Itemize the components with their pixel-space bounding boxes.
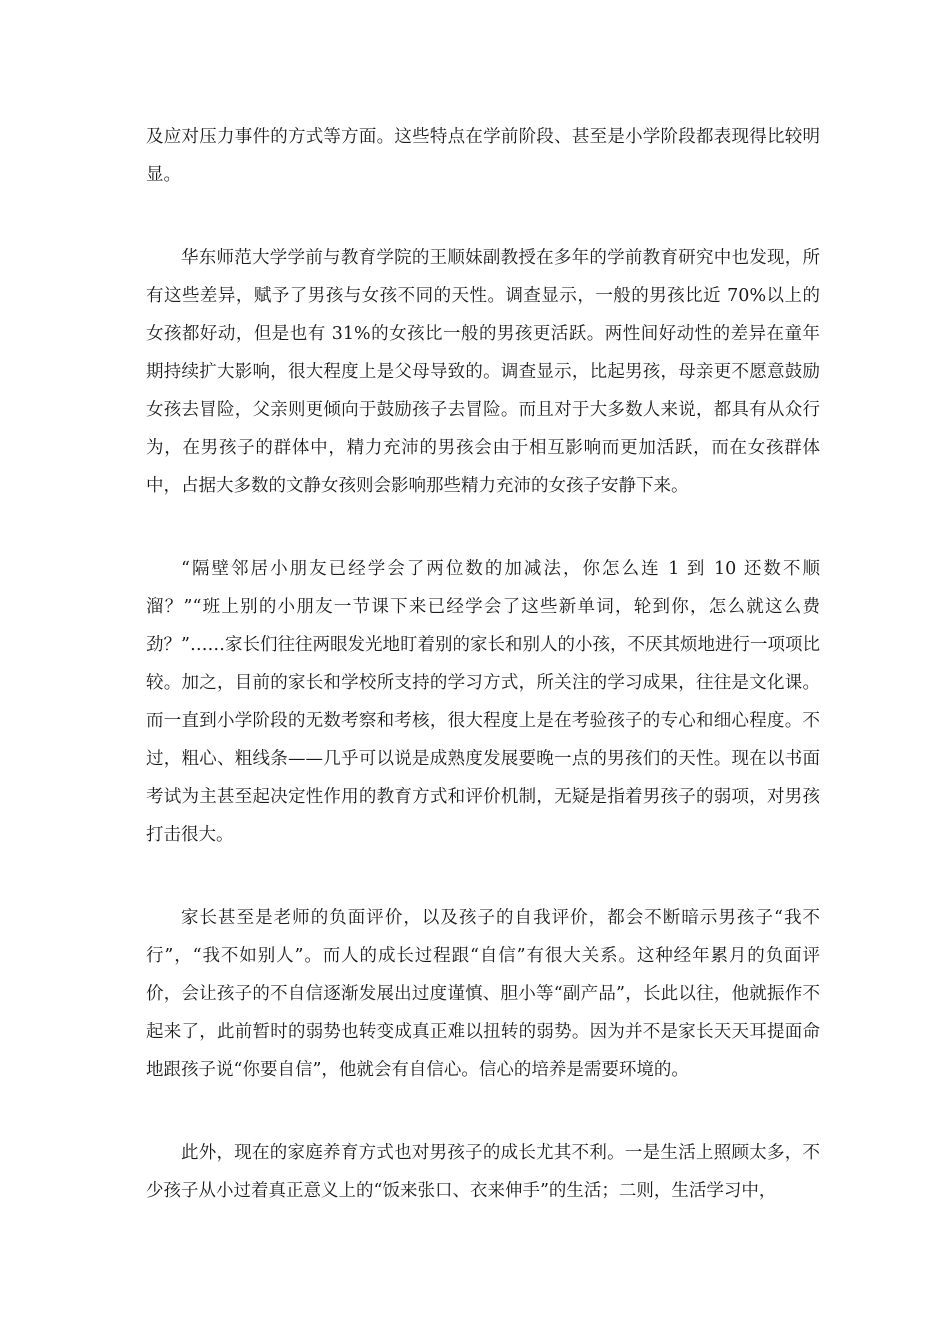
paragraph-4: 家长甚至是老师的负面评价，以及孩子的自我评价，都会不断暗示男孩子“我不行”，“我不如别人”。而人的成长过程跟“自信”有很大关系。这种经年累月的负面评价，会让孩子的不自信逐渐发展出过度谨慎、胆小等“副产品”，长此以往，他就振作不起来了，此前暂时的弱势也转变成真正难以扭转的弱势。因为并不是家长天天耳提面命地跟孩子说“你要自信”，他就会有自信心。信心的培养是需要环境的。 xyxy=(146,908,820,1080)
paragraph-1: 及应对压力事件的方式等方面。这些特点在学前阶段、甚至是小学阶段都表现得比较明显。 xyxy=(146,127,820,185)
paragraph-5: 此外，现在的家庭养育方式也对男孩子的成长尤其不利。一是生活上照顾太多，不少孩子从小过着真正意义上的“饭来张口、衣来伸手”的生活；二则，生活学习中， xyxy=(146,1143,820,1201)
paragraph-2: 华东师范大学学前与教育学院的王顺妹副教授在多年的学前教育研究中也发现，所有这些差异，赋予了男孩与女孩不同的天性。调查显示，一般的男孩比近 70%以上的女孩都好动，但是也有 31%的女孩比一般的男孩更活跃。两性间好动性的差异在童年期持续扩大影响，很大程度上是父母导致的。调查显示，比起男孩，母亲更不愿意鼓励女孩去冒险，父亲则更倾向于鼓励孩子去冒险。而且对于大多数人来说，都具有从众行为，在男孩子的群体中，精力充沛的男孩会由于相互影响而更加活跃，而在女孩群体中，占据大多数的文静女孩则会影响那些精力充沛的女孩子安静下来。 xyxy=(146,248,820,496)
paragraph-3: “隔壁邻居小朋友已经学会了两位数的加减法，你怎么连 1 到 10 还数不顺溜？”“班上别的小朋友一节课下来已经学会了这些新单词，轮到你，怎么就这么费劲？”……家长们往往两眼发光地盯着别的家长和别人的小孩，不厌其烦地进行一项项比较。加之，目前的家长和学校所支持的学习方式，所关注的学习成果，往往是文化课。而一直到小学阶段的无数考察和考核，很大程度上是在考验孩子的专心和细心程度。不过，粗心、粗线条——几乎可以说是成熟度发展要晚一点的男孩们的天性。现在以书面考试为主甚至起决定性作用的教育方式和评价机制，无疑是指着男孩子的弱项，对男孩打击很大。 xyxy=(146,559,820,845)
